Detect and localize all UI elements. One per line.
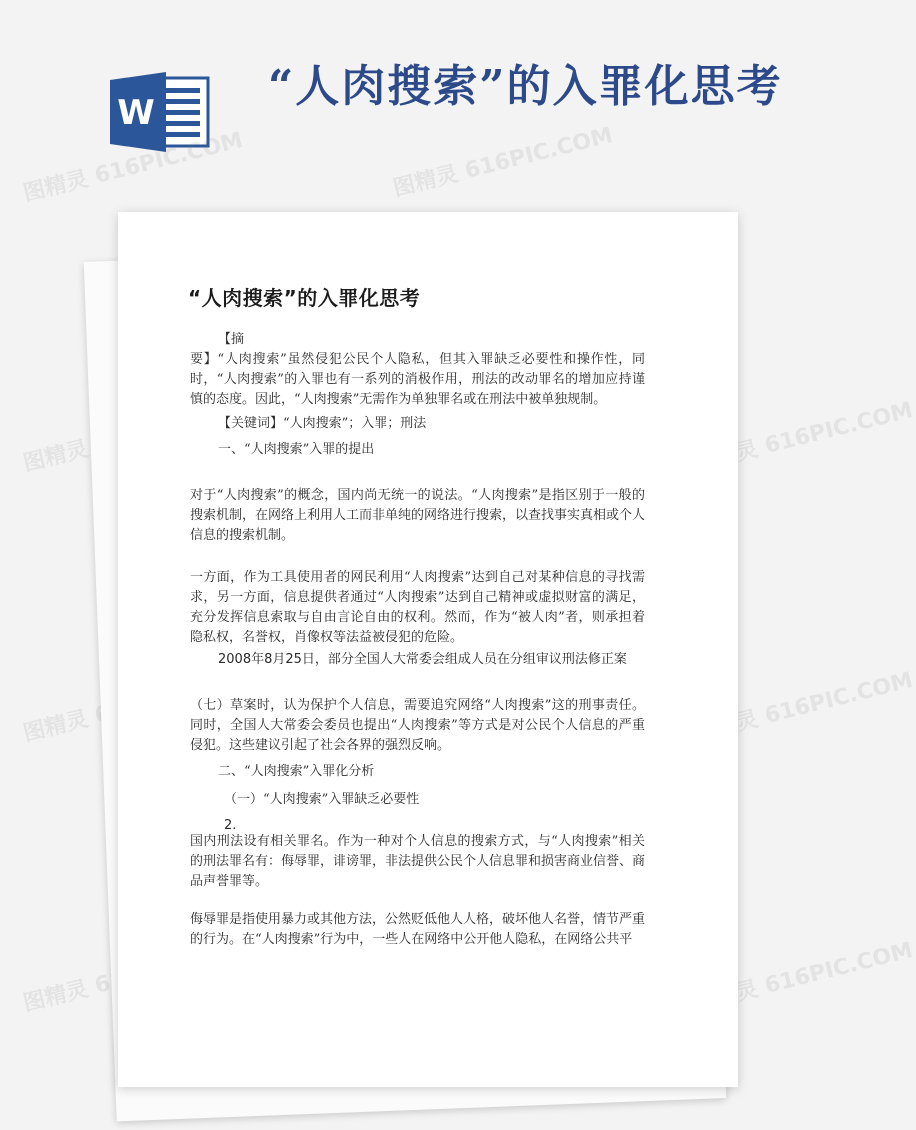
keywords: 【关键词】“人肉搜索”；入罪；刑法 <box>218 416 427 431</box>
paragraph-5: 国内刑法设有相关罪名。作为一种对个人信息的搜索方式，与“人肉搜索”相关的刑法罪名有：侮辱罪，诽谤罪，非法提供公民个人信息罪和损害商业信誉、商品声誉罪等。 <box>190 834 646 889</box>
paragraph-2: 一方面，作为工具使用者的网民利用“人肉搜索”达到自己对某种信息的寻找需求，另一方面，信息提供者通过“人肉搜索”达到自己精神或虚拟财富的满足，充分发挥信息索取与自由言论自由的权利。然而，作为“被人肉”者，则承担着隐私权，名誉权，肖像权等法益被侵犯的危险。 <box>190 570 645 645</box>
paragraph-4: （七）草案时，认为保护个人信息，需要追究网络“人肉搜索”这的刑事责任。同时，全国人大常委会委员也提出“人肉搜索”等方式是对公民个人信息的严重侵犯。这些建议引起了社会各界的强烈反响。 <box>190 698 645 753</box>
document-page <box>118 212 738 1087</box>
word-document-icon <box>110 72 210 152</box>
item-number: 2. <box>224 818 237 833</box>
abstract-text: 要】“人肉搜索”虽然侵犯公民个人隐私，但其入罪缺乏必要性和操作性，同时，“人肉搜索”的入罪也有一系列的消极作用，刑法的改动罪名的增加应持谨慎的态度。因此，“人肉搜索”无需作为单独罪名或在刑法中被单独规制。 <box>190 352 645 407</box>
svg-text:W: W <box>117 93 155 133</box>
paragraph-1: 对于“人肉搜索”的概念，国内尚无统一的说法。“人肉搜索”是指区别于一般的搜索机制，在网络上利用人工而非单纯的网络进行搜索，以查找事实真相或个人信息的搜索机制。 <box>190 488 646 543</box>
watermark: 图精灵 616PIC.COM <box>390 123 616 202</box>
section-heading-1: 一、“人肉搜索”入罪的提出 <box>218 442 375 457</box>
watermark: 图精灵 616PIC.COM <box>20 128 246 207</box>
watermark: 图精灵 <box>20 706 91 747</box>
watermark: 图精灵 616PIC.COM <box>690 398 916 477</box>
watermark: 图精灵 <box>20 436 91 477</box>
watermark: 图精灵 616PIC.COM <box>690 938 916 1017</box>
document-title: “人肉搜索”的入罪化思考 <box>188 286 421 310</box>
watermark: 图精灵 <box>20 976 91 1017</box>
paragraph-6: 侮辱罪是指使用暴力或其他方法，公然贬低他人人格，破坏他人名誉，情节严重的行为。在“人肉搜索”行为中，一些人在网络中公开他人隐私，在网络公共平 <box>190 912 646 947</box>
paragraph-3: 2008年8月25日，部分全国人大常委会组成人员在分组审议刑法修正案 <box>218 652 627 667</box>
watermark: 图精灵 616PIC.COM <box>690 668 916 747</box>
section-heading-2: 二、“人肉搜索”入罪化分析 <box>218 764 375 779</box>
subsection-heading-1: （一）“人肉搜索”入罪缺乏必要性 <box>224 792 420 807</box>
abstract-label: 【摘 <box>218 332 245 347</box>
page-title: “人肉搜索”的入罪化思考 <box>268 61 783 112</box>
